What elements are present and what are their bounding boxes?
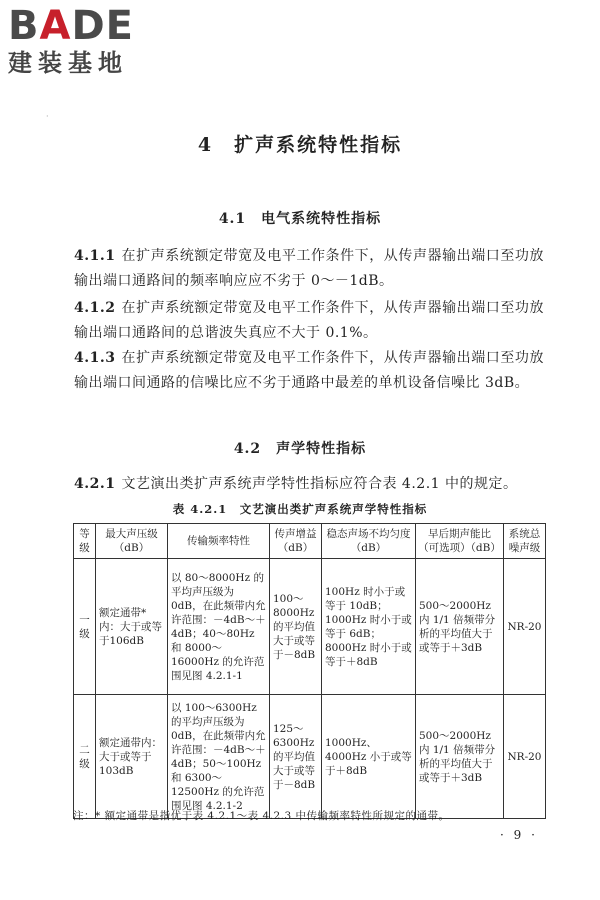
clause-4-2-1 [74,472,544,497]
header-max-spl: 最大声压级（dB） [96,524,168,559]
cell-noise: NR-20 [504,695,546,819]
acoustic-spec-table [73,523,546,819]
logo-accent-letter: A [39,3,72,49]
cell-uniformity: 100Hz 时小于或等于 10dB；1000Hz 时小于或等于 6dB；8000Hz 时小于或等于＋8dB [322,559,416,695]
cell-spl: 额定通带内：大于或等于 103dB [96,695,168,819]
cell-gain: 125～6300Hz的平均值大于或等于－8dB [270,695,322,819]
clause-number: 4.2.1 [74,476,116,492]
header-noise: 系统总噪声级 [504,524,546,559]
section-title-4-2: 4.2 声学特性指标 [233,441,367,457]
clause-text: 在扩声系统额定带宽及电平工作条件下，从传声器输出端口至功放输出端口通路间的总谐波失真应不大于 0.1%。 [74,300,544,341]
cell-energy-ratio: 500～2000Hz 内 1/1 倍频带分析的平均值大于或等于＋3dB [416,695,504,819]
cell-frequency: 以 100～6300Hz 的平均声压级为 0dB，在此频带内允许范围：－4dB～＋4dB；50～100Hz 和 6300～12500Hz 的允许范围见图 4.2.1-2 [168,695,270,819]
scan-mark: · [46,112,49,121]
table-title: 表 4.2.1 文艺演出类扩声系统声学特性指标 [172,502,428,516]
cell-gain: 100～8000Hz的平均值大于或等于－8dB [270,559,322,695]
table-header-row [74,524,546,559]
logo-wordmark: BADE [8,3,134,49]
clause-4-1-3 [74,346,544,396]
cell-spl: 额定通带*内：大于或等于106dB [96,559,168,695]
header-energy-ratio: 早后期声能比（可选项）（dB） [416,524,504,559]
brand-logo [8,3,178,78]
logo-subtitle: 建装基地 [8,49,128,77]
clause-text: 文艺演出类扩声系统声学特性指标应符合表 4.2.1 中的规定。 [121,476,518,492]
table-row [74,559,546,695]
clause-number: 4.1.2 [74,300,116,316]
cell-uniformity: 1000Hz、4000Hz 小于或等于＋8dB [322,695,416,819]
section-title-4-1: 4.1 电气系统特性指标 [218,211,382,227]
chapter-title: 4 扩声系统特性指标 [197,134,403,156]
table-footnote: 注：* 额定通带是指优于表 4.2.1～表 4.2.3 中传输频率特性所规定的通带。 [73,810,450,822]
header-uniformity: 稳态声场不均匀度（dB） [322,524,416,559]
cell-energy-ratio: 500～2000Hz 内 1/1 倍频带分析的平均值大于或等于＋3dB [416,559,504,695]
clause-number: 4.1.1 [74,248,116,264]
cell-noise: NR-20 [504,559,546,695]
cell-grade: 二级 [74,695,96,819]
clause-text: 在扩声系统额定带宽及电平工作条件下，从传声器输出端口至功放输出端口通路间的频率响应应不劣于 0～－1dB。 [74,248,544,289]
clause-4-1-2 [74,296,544,346]
clause-4-1-1 [74,244,544,294]
table-row [74,695,546,819]
page-number: · 9 · [500,828,538,842]
cell-frequency: 以 80～8000Hz 的平均声压级为 0dB，在此频带内允许范围：－4dB～＋4dB；40～80Hz 和 8000～16000Hz 的允许范围见图 4.2.1-1 [168,559,270,695]
clause-number: 4.1.3 [74,350,116,366]
header-grade: 等级 [74,524,96,559]
clause-text: 在扩声系统额定带宽及电平工作条件下，从传声器输出端口至功放输出端口间通路的信噪比应不劣于通路中最差的单机设备信噪比 3dB。 [74,350,544,391]
header-gain: 传声增益（dB） [270,524,322,559]
cell-grade: 一级 [74,559,96,695]
header-frequency-response: 传输频率特性 [168,524,270,559]
